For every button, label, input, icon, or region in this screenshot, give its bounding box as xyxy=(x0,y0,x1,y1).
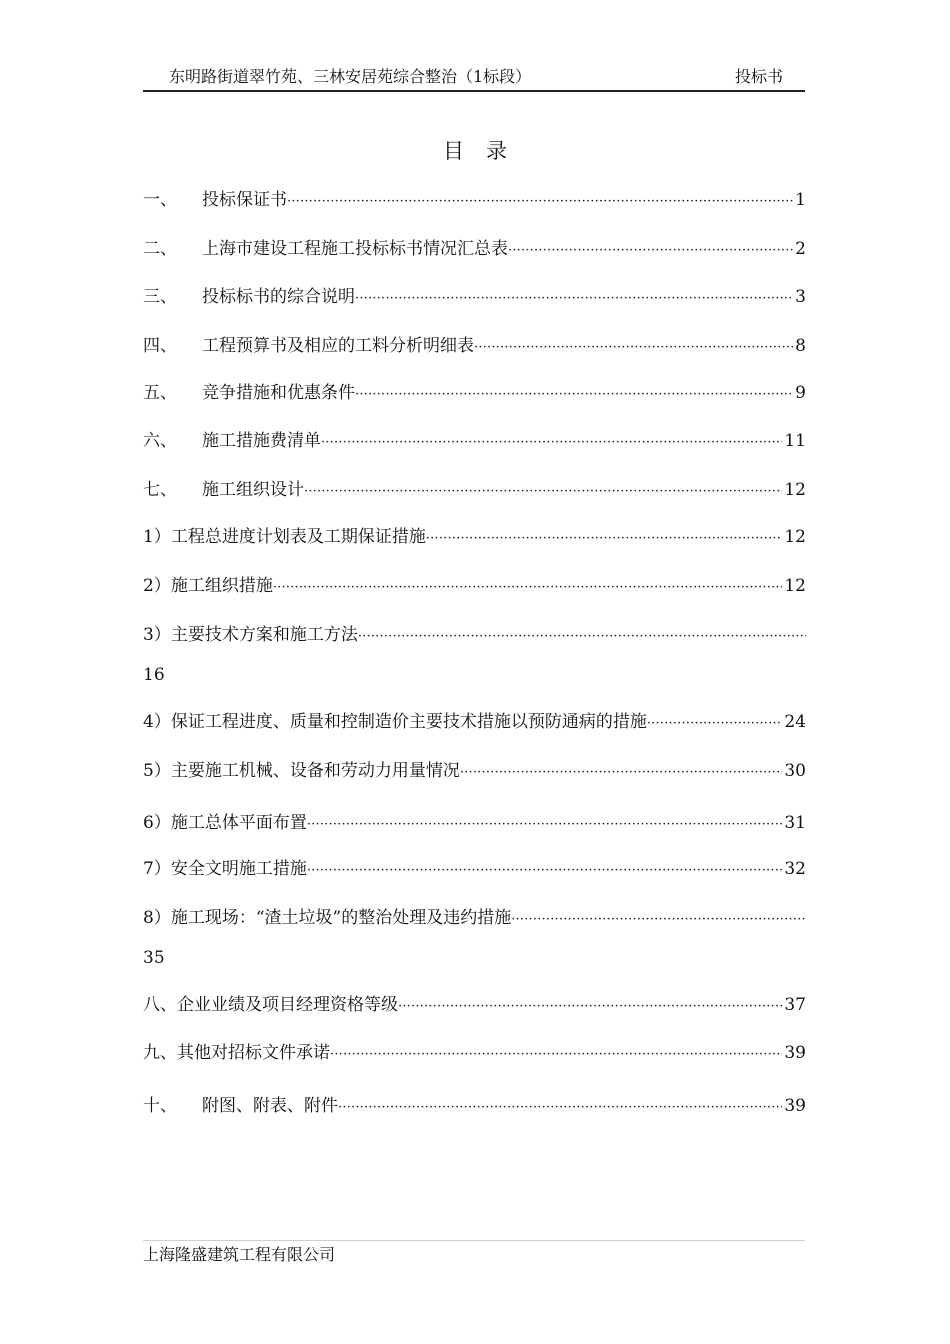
toc-entry-label: 3）主要技术方案和施工方法 xyxy=(143,625,358,645)
toc-entry-5[interactable] xyxy=(143,380,806,406)
toc-entry-label: 附图、附表、附件 xyxy=(202,1096,338,1116)
toc-entry-1[interactable] xyxy=(143,187,806,213)
toc-entry-label: 6）施工总体平面布置 xyxy=(143,813,307,833)
toc-entry-page: 37 xyxy=(784,995,806,1015)
leader-dots xyxy=(460,760,783,786)
toc-entry-label: 8）施工现场：“渣土垃圾”的整治处理及违约措施 xyxy=(143,908,512,928)
toc-subentry-8[interactable] xyxy=(143,905,806,931)
toc-subentry-4[interactable] xyxy=(143,709,806,735)
leader-dots xyxy=(474,335,793,361)
toc-entry-page: 39 xyxy=(784,1096,806,1116)
toc-entry-label: 工程预算书及相应的工料分析明细表 xyxy=(202,336,474,356)
toc-entry-page: 11 xyxy=(784,431,806,451)
toc-entry-page: 3 xyxy=(795,287,806,307)
toc-entry-3[interactable] xyxy=(143,284,806,310)
leader-dots xyxy=(355,382,793,408)
toc-entry-7[interactable] xyxy=(143,477,806,503)
toc-entry-label: 投标保证书 xyxy=(202,190,287,210)
footer-divider xyxy=(143,1240,805,1241)
toc-entry-6[interactable] xyxy=(143,428,806,454)
toc-title: 目录 xyxy=(443,139,529,163)
leader-dots xyxy=(426,526,783,552)
toc-entry-number: 一、 xyxy=(143,190,177,210)
toc-entry-number: 五、 xyxy=(143,383,177,403)
toc-entry-page: 12 xyxy=(784,527,806,547)
toc-entry-label: 施工措施费清单 xyxy=(202,431,321,451)
leader-dots xyxy=(338,1095,782,1121)
leader-dots xyxy=(304,479,782,505)
leader-dots xyxy=(647,711,783,737)
toc-entry-label: 4）保证工程进度、质量和控制造价主要技术措施以预防通病的措施 xyxy=(143,712,647,732)
leader-dots xyxy=(307,812,783,838)
leader-dots xyxy=(358,624,806,650)
toc-entry-8[interactable] xyxy=(143,992,806,1018)
toc-entry-page: 32 xyxy=(784,859,806,879)
toc-entry-label: 九、其他对招标文件承诺 xyxy=(143,1043,330,1063)
toc-entry-label: 八、企业业绩及项目经理资格等级 xyxy=(143,995,398,1015)
toc-entry-page-wrapped: 35 xyxy=(143,948,165,968)
toc-entry-label: 上海市建设工程施工投标标书情况汇总表 xyxy=(202,239,508,259)
toc-entry-page: 31 xyxy=(784,813,806,833)
leader-dots xyxy=(321,430,782,456)
toc-entry-label: 5）主要施工机械、设备和劳动力用量情况 xyxy=(143,761,460,781)
toc-entry-page: 8 xyxy=(795,336,806,356)
toc-entry-label: 施工组织设计 xyxy=(202,480,304,500)
toc-subentry-3[interactable] xyxy=(143,622,806,648)
toc-entry-9[interactable] xyxy=(143,1040,806,1066)
toc-entry-label: 7）安全文明施工措施 xyxy=(143,859,307,879)
toc-subentry-6[interactable] xyxy=(143,810,806,836)
toc-entry-label: 2）施工组织措施 xyxy=(143,576,273,596)
leader-dots xyxy=(330,1042,782,1068)
toc-entry-page: 30 xyxy=(784,761,806,781)
toc-entry-page: 24 xyxy=(784,712,806,732)
toc-entry-page-wrapped: 16 xyxy=(143,665,165,685)
toc-subentry-5[interactable] xyxy=(143,758,806,784)
leader-dots xyxy=(398,994,782,1020)
toc-entry-number: 三、 xyxy=(143,287,177,307)
leader-dots xyxy=(307,858,783,884)
leader-dots xyxy=(355,286,793,312)
toc-entry-number: 六、 xyxy=(143,431,177,451)
toc-entry-page: 1 xyxy=(795,190,806,210)
leader-dots xyxy=(511,907,806,933)
toc-entry-page: 39 xyxy=(784,1043,806,1063)
toc-entry-page: 9 xyxy=(795,383,806,403)
toc-entry-number: 十、 xyxy=(143,1096,177,1116)
toc-entry-number: 二、 xyxy=(143,239,177,259)
toc-entry-page: 2 xyxy=(795,239,806,259)
toc-subentry-2[interactable] xyxy=(143,573,806,599)
header-doc-type: 投标书 xyxy=(734,67,783,86)
toc-entry-10[interactable] xyxy=(143,1093,806,1119)
toc-subentry-7[interactable] xyxy=(143,856,806,882)
toc-entry-label: 投标标书的综合说明 xyxy=(202,287,355,307)
leader-dots xyxy=(508,238,793,264)
toc-entry-2[interactable] xyxy=(143,236,806,262)
toc-subentry-1[interactable] xyxy=(143,524,806,550)
toc-entry-4[interactable] xyxy=(143,333,806,359)
leader-dots xyxy=(273,575,783,601)
toc-entry-label: 1）工程总进度计划表及工期保证措施 xyxy=(143,527,426,547)
header-project-title: 东明路街道翠竹苑、三林安居苑综合整治（1标段） xyxy=(169,67,532,86)
toc-entry-number: 四、 xyxy=(143,336,177,356)
toc-entry-page: 12 xyxy=(784,576,806,596)
footer-company-name: 上海隆盛建筑工程有限公司 xyxy=(143,1245,336,1264)
toc-entry-number: 七、 xyxy=(143,480,177,500)
toc-entry-label: 竞争措施和优惠条件 xyxy=(202,383,355,403)
toc-entry-page: 12 xyxy=(784,480,806,500)
leader-dots xyxy=(287,189,793,215)
